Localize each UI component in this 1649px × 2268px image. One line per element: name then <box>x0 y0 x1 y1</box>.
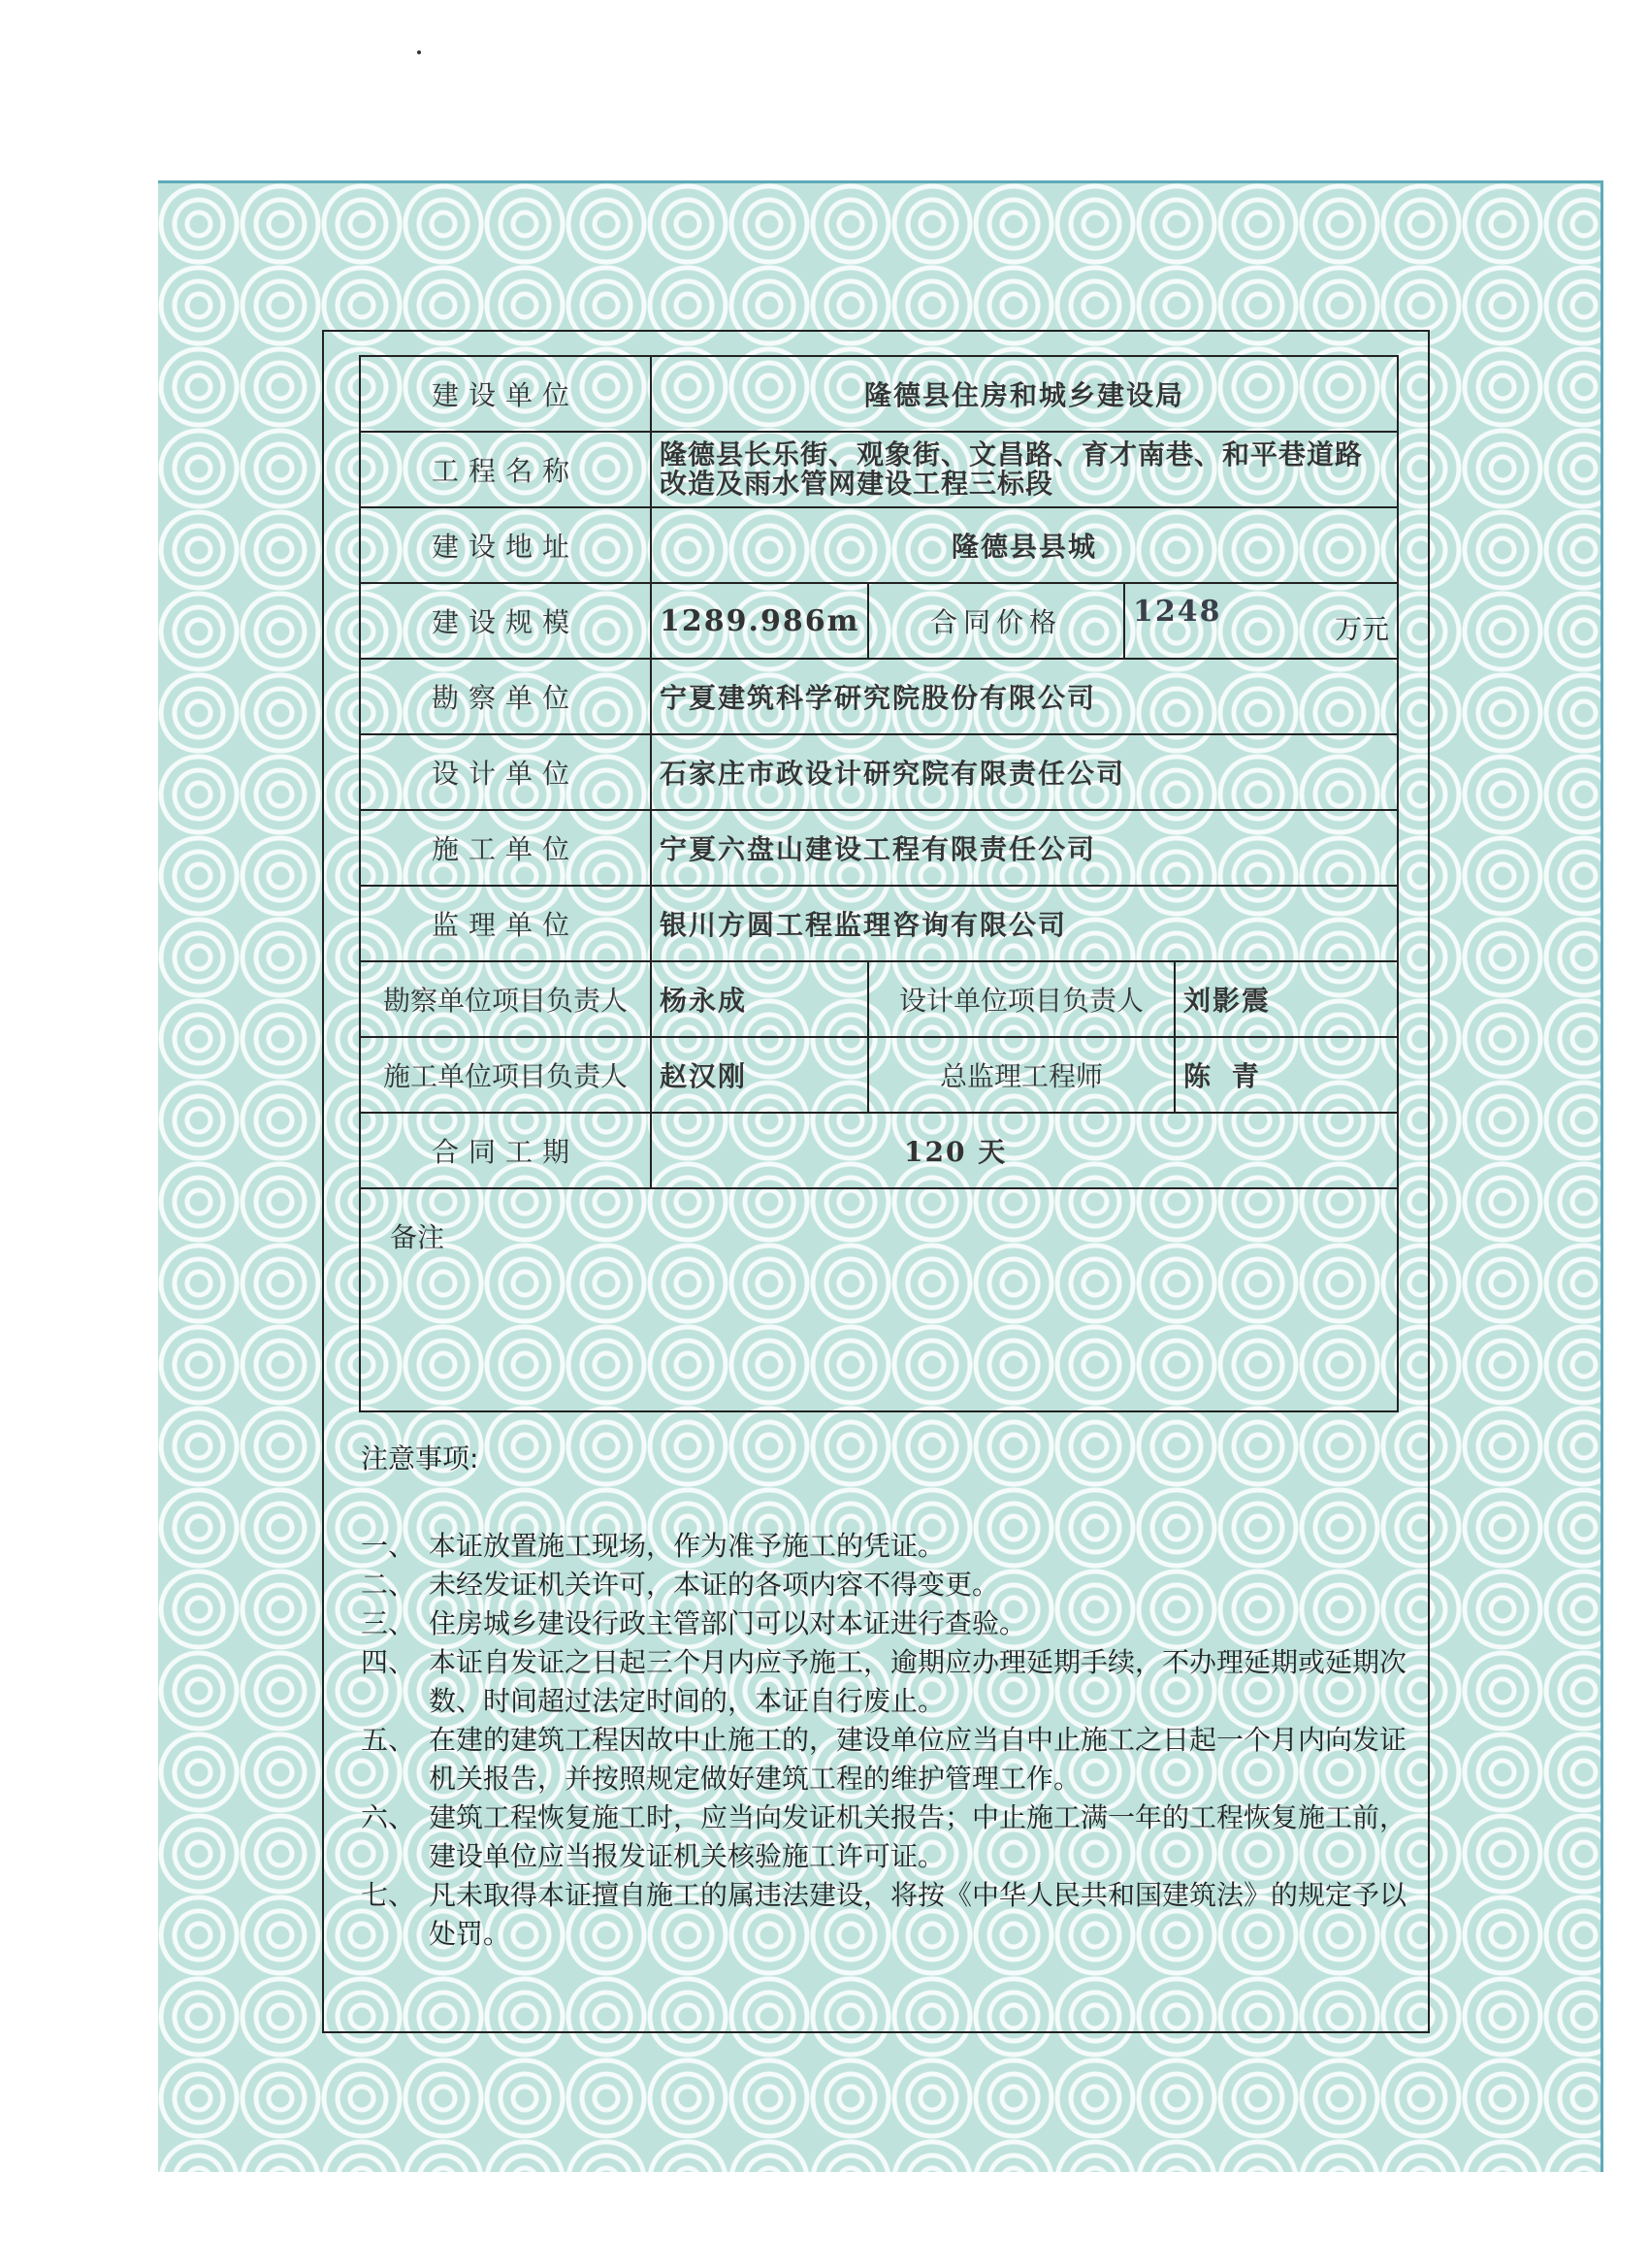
notice-item-text: 本证自发证之日起三个月内应予施工，逾期应办理延期手续，不办理延期或延期次数、时间超过法定时间的，本证自行废止。 <box>429 1646 1407 1717</box>
row-builder-unit <box>360 810 1398 886</box>
row-survey-unit <box>360 659 1398 734</box>
row-contract-period <box>360 1113 1398 1188</box>
survey-leader-label: 勘察单位项目负责人 <box>360 961 651 1037</box>
notice-item-text: 未经发证机关许可，本证的各项内容不得变更。 <box>429 1569 1000 1601</box>
row-design-unit <box>360 734 1398 810</box>
notice-item <box>361 1721 1408 1798</box>
construction-scale-label: 建设规模 <box>360 583 651 659</box>
design-unit-label: 设计单位 <box>360 734 651 810</box>
contract-price-value: 1248 <box>1133 595 1222 629</box>
project-name-value: 隆德县长乐街、观象街、文昌路、育才南巷、和平巷道路改造及雨水管网建设工程三标段 <box>651 432 1398 507</box>
notice-item-text: 住房城乡建设行政主管部门可以对本证进行查验。 <box>429 1607 1027 1639</box>
builder-leader-label: 施工单位项目负责人 <box>360 1037 651 1113</box>
design-unit-value: 石家庄市政设计研究院有限责任公司 <box>651 734 1398 810</box>
row-supervision-unit <box>360 886 1398 961</box>
notice-item-number: 七、 <box>361 1879 416 1911</box>
notice-item-number: 二、 <box>361 1569 416 1601</box>
chief-supervisor-value: 陈 青 <box>1175 1037 1398 1113</box>
notice-item <box>361 1798 1408 1876</box>
row-project-name <box>360 432 1398 507</box>
supervision-unit-value: 银川方圆工程监理咨询有限公司 <box>651 886 1398 961</box>
design-leader-value: 刘影震 <box>1175 961 1398 1037</box>
notice-title: 注意事项: <box>361 1442 479 1474</box>
builder-unit-value: 宁夏六盘山建设工程有限责任公司 <box>651 810 1398 886</box>
contract-period-label: 合同工期 <box>360 1113 651 1188</box>
contract-period-value: 120 天 <box>651 1113 1398 1188</box>
notice-item <box>361 1527 1408 1566</box>
survey-unit-value: 宁夏建筑科学研究院股份有限公司 <box>651 659 1398 734</box>
row-scale-price <box>360 583 1398 659</box>
construction-unit-value: 隆德县住房和城乡建设局 <box>651 356 1398 432</box>
survey-leader-value: 杨永成 <box>651 961 868 1037</box>
chief-supervisor-label: 总监理工程师 <box>868 1037 1175 1113</box>
survey-unit-label: 勘察单位 <box>360 659 651 734</box>
contract-price-label: 合同价格 <box>868 583 1124 659</box>
notice-item <box>361 1604 1408 1643</box>
notice-section <box>361 1438 1408 1954</box>
notice-item <box>361 1566 1408 1604</box>
notice-item-text: 在建的建筑工程因故中止施工的，建设单位应当自中止施工之日起一个月内向发证机关报告，并按照规定做好建筑工程的维护管理工作。 <box>429 1724 1407 1795</box>
builder-leader-value: 赵汉刚 <box>651 1037 868 1113</box>
notice-item <box>361 1643 1408 1721</box>
builder-unit-label: 施工单位 <box>360 810 651 886</box>
row-survey-design-leaders <box>360 961 1398 1037</box>
permit-info-table <box>359 355 1399 1412</box>
construction-address-label: 建设地址 <box>360 507 651 583</box>
supervision-unit-label: 监理单位 <box>360 886 651 961</box>
notice-item-number: 五、 <box>361 1724 416 1756</box>
row-remarks <box>360 1188 1398 1411</box>
construction-unit-label: 建设单位 <box>360 356 651 432</box>
contract-price-unit: 万元 <box>1335 613 1390 645</box>
notice-item-text: 凡未取得本证擅自施工的属违法建设，将按《中华人民共和国建筑法》的规定予以处罚。 <box>429 1879 1407 1950</box>
row-builder-leader-supervisor <box>360 1037 1398 1113</box>
design-leader-label: 设计单位项目负责人 <box>868 961 1175 1037</box>
row-construction-address <box>360 507 1398 583</box>
scan-speck <box>417 50 421 54</box>
remarks-label: 备注 <box>390 1221 445 1253</box>
construction-address-value: 隆德县县城 <box>651 507 1398 583</box>
project-name-label: 工程名称 <box>360 432 651 507</box>
contract-price-cell <box>1124 583 1398 659</box>
notice-item-number: 四、 <box>361 1646 416 1678</box>
notice-item-number: 三、 <box>361 1607 416 1639</box>
remarks-cell <box>360 1188 1398 1411</box>
construction-scale-value: 1289.986m <box>651 583 868 659</box>
notice-item <box>361 1876 1408 1954</box>
notice-item-text: 本证放置施工现场，作为准予施工的凭证。 <box>429 1530 946 1562</box>
notice-item-text: 建筑工程恢复施工时，应当向发证机关报告；中止施工满一年的工程恢复施工前，建设单位应当报发证机关核验施工许可证。 <box>429 1801 1407 1872</box>
notice-item-number: 六、 <box>361 1801 416 1833</box>
row-construction-unit <box>360 356 1398 432</box>
notice-item-number: 一、 <box>361 1530 416 1562</box>
